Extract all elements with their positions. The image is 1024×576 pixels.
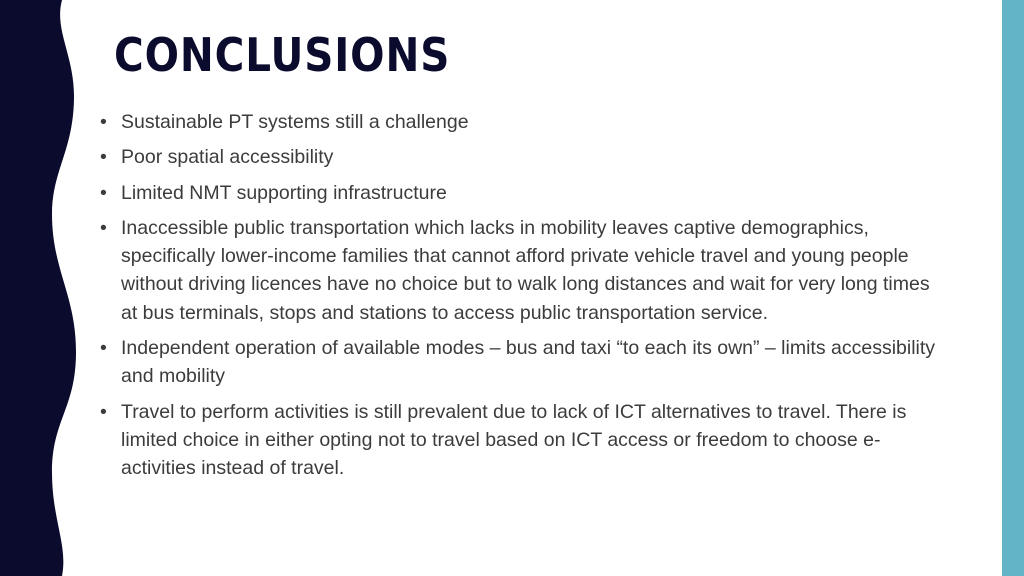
bullet-list <box>100 108 948 490</box>
bullet-item: • Travel to perform activities is still prevalent due to lack of ICT alternatives to travel. There is limited choice in either opting not to travel based on ICT access or freedom to choose e-activities instead of travel. <box>100 398 948 483</box>
bullet-item: • Poor spatial accessibility <box>100 143 948 171</box>
bullet-item: • Limited NMT supporting infrastructure <box>100 179 948 207</box>
bullet-item: • Sustainable PT systems still a challenge <box>100 108 948 136</box>
bullet-item: • Independent operation of available modes – bus and taxi “to each its own” – limits accessibility and mobility <box>100 334 948 391</box>
slide-title: CONCLUSIONS <box>114 28 451 82</box>
left-wave-decoration <box>0 0 80 576</box>
right-accent-bar <box>1002 0 1024 576</box>
bullet-item: • Inaccessible public transportation which lacks in mobility leaves captive demographics, specifically lower-income families that cannot afford private vehicle travel and young people without driving licences have no choice but to walk long distances and wait for very long times at bus terminals, stops and stations to access public transportation service. <box>100 214 948 327</box>
